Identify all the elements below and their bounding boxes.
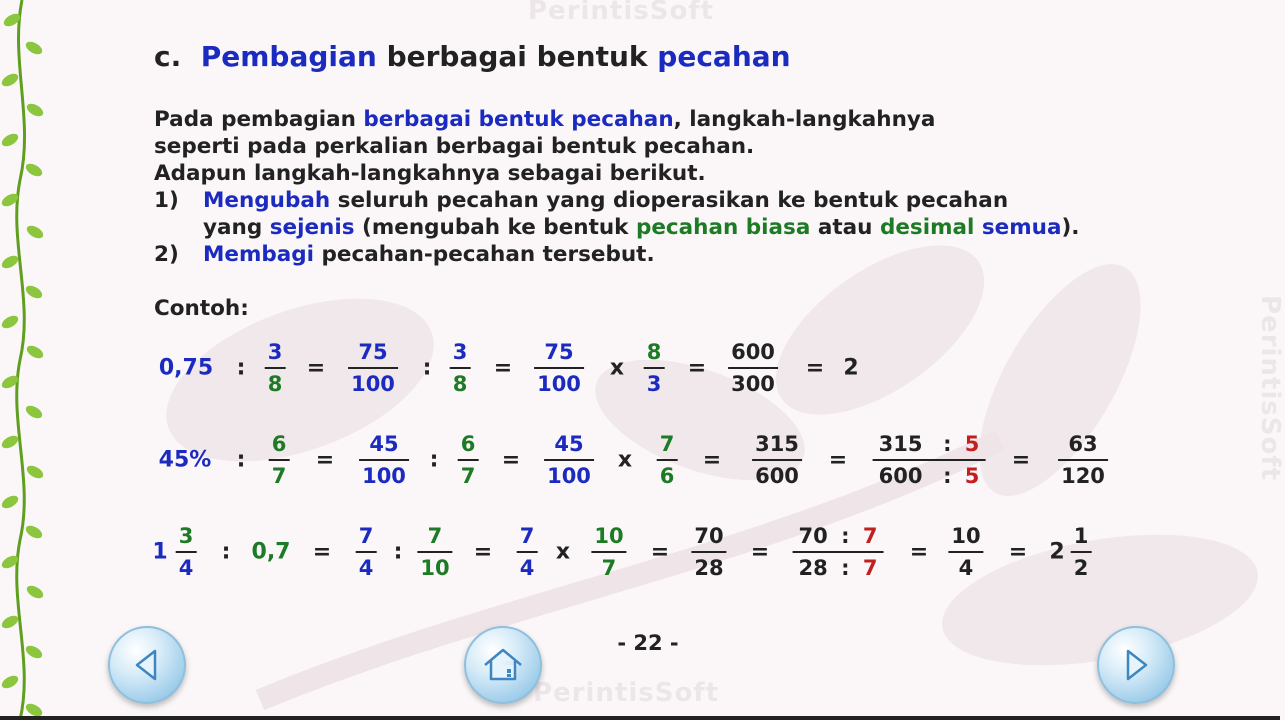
fraction <box>948 523 983 581</box>
text: seluruh pecahan yang dioperasikan ke bentuk pecahan <box>330 188 1009 213</box>
denominator: 7 <box>460 464 476 488</box>
denominator: 120 <box>1061 464 1105 488</box>
previous-button[interactable] <box>108 626 186 704</box>
highlight-text: Mengubah <box>203 188 331 213</box>
fraction-bar <box>544 459 594 461</box>
fraction-bar <box>752 459 802 461</box>
text: pecahan-pecahan tersebut. <box>314 242 655 267</box>
fraction <box>265 339 286 397</box>
equals-sign: = <box>315 447 335 473</box>
denominator: 2 <box>1073 556 1089 580</box>
para-line-2: seperti pada perkalian berbagai bentuk pecahan. <box>154 134 755 159</box>
denominator: 600 <box>755 464 799 488</box>
watermark-bottom: PerintisSoft <box>533 678 720 708</box>
fraction <box>450 339 471 397</box>
fraction-bar <box>269 459 290 461</box>
denominator: 7 <box>601 556 617 580</box>
denominator: 100 <box>547 464 591 488</box>
numerator: 10 <box>594 524 624 548</box>
bottom-border <box>0 716 1280 720</box>
lead-value: 45% <box>158 447 212 473</box>
fraction-bar <box>1071 551 1092 553</box>
equals-sign: = <box>909 539 929 565</box>
denominator: 10 <box>420 556 450 580</box>
numerator: 10 <box>951 524 981 548</box>
watermark-side: PerintisSoft <box>1255 295 1285 482</box>
fraction-bar <box>359 459 409 461</box>
lead-value: 0,75 <box>158 355 214 381</box>
fraction-bar <box>644 367 665 369</box>
denominator: 100 <box>537 372 581 396</box>
denominator: 4 <box>958 556 974 580</box>
numerator: 45 <box>554 432 584 456</box>
text: yang <box>203 215 270 240</box>
denominator-value: 28 <box>798 556 828 580</box>
numerator: 6 <box>271 432 287 456</box>
multiply-operator: x <box>555 539 571 565</box>
para-line-3: Adapun langkah-langkahnya sebagai berikut. <box>154 161 706 186</box>
numerator: 8 <box>646 340 662 364</box>
text <box>974 215 982 240</box>
numerator: 70 <box>694 524 724 548</box>
divide-operator: : <box>221 539 231 565</box>
house-icon <box>481 645 525 685</box>
equals-sign: = <box>473 539 493 565</box>
numerator-value: 70 <box>798 524 828 548</box>
example-label: Contoh: <box>154 296 249 321</box>
divide-operator: : <box>236 355 246 381</box>
numerator: 3 <box>267 340 283 364</box>
denominator: 100 <box>362 464 406 488</box>
multiply-operator: x <box>617 447 633 473</box>
vine-border-decoration <box>0 0 50 720</box>
denominator: 100 <box>351 372 395 396</box>
next-button[interactable] <box>1097 626 1175 704</box>
step-1 <box>154 187 1079 214</box>
divide-operator: : <box>943 464 952 488</box>
equals-sign: = <box>493 355 513 381</box>
numerator: 7 <box>427 524 443 548</box>
divisor: 5 <box>964 464 980 488</box>
equals-sign: = <box>650 539 670 565</box>
equals-sign: = <box>501 447 521 473</box>
fraction-bar <box>591 551 626 553</box>
numerator: 7 <box>519 524 535 548</box>
equals-sign: = <box>805 355 825 381</box>
text: Pada pembagian <box>154 107 364 132</box>
divide-operator: : <box>393 539 403 565</box>
fraction <box>544 431 594 489</box>
equals-sign: = <box>750 539 770 565</box>
fraction <box>534 339 584 397</box>
para-line-1 <box>154 106 1079 133</box>
fraction <box>359 431 409 489</box>
divide-operator: : <box>422 355 432 381</box>
fraction <box>348 339 398 397</box>
fraction <box>417 523 452 581</box>
fraction-bar <box>265 367 286 369</box>
fraction <box>591 523 626 581</box>
divide-operator: : <box>236 447 246 473</box>
numerator: 3 <box>178 524 194 548</box>
divisor: 7 <box>862 556 878 580</box>
divide-operator: : <box>841 556 850 580</box>
highlight-text: semua <box>981 215 1062 240</box>
highlight-text: sejenis <box>269 215 355 240</box>
fraction-bar <box>691 551 726 553</box>
denominator: 7 <box>271 464 287 488</box>
denominator: 4 <box>358 556 374 580</box>
denominator: 4 <box>178 556 194 580</box>
numerator: 75 <box>358 340 388 364</box>
equals-sign: = <box>828 447 848 473</box>
fraction-bar <box>657 459 678 461</box>
step-1-continuation <box>154 214 1079 241</box>
section-heading <box>154 40 791 73</box>
divide-operator: : <box>943 432 952 456</box>
mixed-whole: 1 <box>152 539 168 565</box>
page-number: - 22 - <box>617 631 679 655</box>
heading-keyword-pembagian: Pembagian <box>200 40 377 73</box>
fraction <box>752 431 802 489</box>
explanation-paragraph <box>154 106 1079 268</box>
denominator: 8 <box>267 372 283 396</box>
fraction <box>356 523 377 581</box>
triangle-left-icon <box>127 645 167 685</box>
fraction-bar <box>176 551 197 553</box>
fraction-bar <box>348 367 398 369</box>
numerator <box>873 431 986 457</box>
fraction <box>728 339 778 397</box>
numerator: 1 <box>1073 524 1089 548</box>
divide-operator: : <box>429 447 439 473</box>
fraction-bar <box>517 551 538 553</box>
equals-sign: = <box>312 539 332 565</box>
home-button[interactable] <box>464 626 542 704</box>
triangle-right-icon <box>1116 645 1156 685</box>
numerator: 6 <box>460 432 476 456</box>
text: , langkah-langkahnya <box>673 107 936 132</box>
mixed-fraction <box>176 523 197 581</box>
fraction <box>657 431 678 489</box>
denominator-value: 600 <box>878 464 923 488</box>
highlight-text: desimal <box>879 215 975 240</box>
multiply-operator: x <box>609 355 625 381</box>
divisor: 5 <box>964 432 980 456</box>
denominator <box>873 463 986 489</box>
fraction <box>644 339 665 397</box>
fraction <box>1058 431 1108 489</box>
numerator: 45 <box>369 432 399 456</box>
fraction-bar <box>450 367 471 369</box>
numerator: 75 <box>544 340 574 364</box>
fraction <box>517 523 538 581</box>
fraction-bar <box>1058 459 1108 461</box>
step-number: 2) <box>154 242 179 267</box>
denominator: 8 <box>452 372 468 396</box>
equals-sign: = <box>1008 539 1028 565</box>
denominator: 3 <box>646 372 662 396</box>
step-2 <box>154 241 1079 268</box>
equals-sign: = <box>306 355 326 381</box>
step-number: 1) <box>154 188 179 213</box>
highlight-text: berbagai bentuk pecahan <box>363 107 674 132</box>
heading-letter: c. <box>154 40 182 73</box>
divisor: 7 <box>862 524 878 548</box>
fraction-bar <box>948 551 983 553</box>
watermark-top: PerintisSoft <box>528 0 715 26</box>
fraction-simplify <box>873 431 986 489</box>
denominator <box>793 555 884 581</box>
fraction-bar <box>356 551 377 553</box>
numerator-value: 315 <box>878 432 923 456</box>
text: atau <box>810 215 880 240</box>
fraction-bar <box>728 367 778 369</box>
heading-keyword-pecahan: pecahan <box>657 40 791 73</box>
fraction-bar <box>793 551 884 553</box>
denominator: 300 <box>731 372 775 396</box>
highlight-text: Membagi <box>203 242 315 267</box>
result-value: 2 <box>843 355 859 381</box>
result-whole: 2 <box>1049 539 1065 565</box>
text: (mengubah ke bentuk <box>354 215 636 240</box>
equals-sign: = <box>1011 447 1031 473</box>
numerator: 7 <box>358 524 374 548</box>
fraction-bar <box>534 367 584 369</box>
numerator: 3 <box>452 340 468 364</box>
decimal-value: 0,7 <box>251 539 291 565</box>
heading-text: berbagai bentuk <box>386 40 648 73</box>
numerator: 315 <box>755 432 799 456</box>
fraction-bar <box>417 551 452 553</box>
numerator <box>793 523 884 549</box>
fraction-bar <box>458 459 479 461</box>
fraction <box>691 523 726 581</box>
text: ). <box>1061 215 1080 240</box>
numerator: 600 <box>731 340 775 364</box>
denominator: 28 <box>694 556 724 580</box>
result-fraction <box>1071 523 1092 581</box>
fraction-bar <box>873 459 986 461</box>
fraction <box>269 431 290 489</box>
fraction <box>458 431 479 489</box>
numerator: 7 <box>659 432 675 456</box>
highlight-text: pecahan biasa <box>635 215 811 240</box>
equals-sign: = <box>702 447 722 473</box>
divide-operator: : <box>841 524 850 548</box>
equals-sign: = <box>687 355 707 381</box>
numerator: 63 <box>1068 432 1098 456</box>
denominator: 6 <box>659 464 675 488</box>
fraction-simplify <box>793 523 884 581</box>
denominator: 4 <box>519 556 535 580</box>
